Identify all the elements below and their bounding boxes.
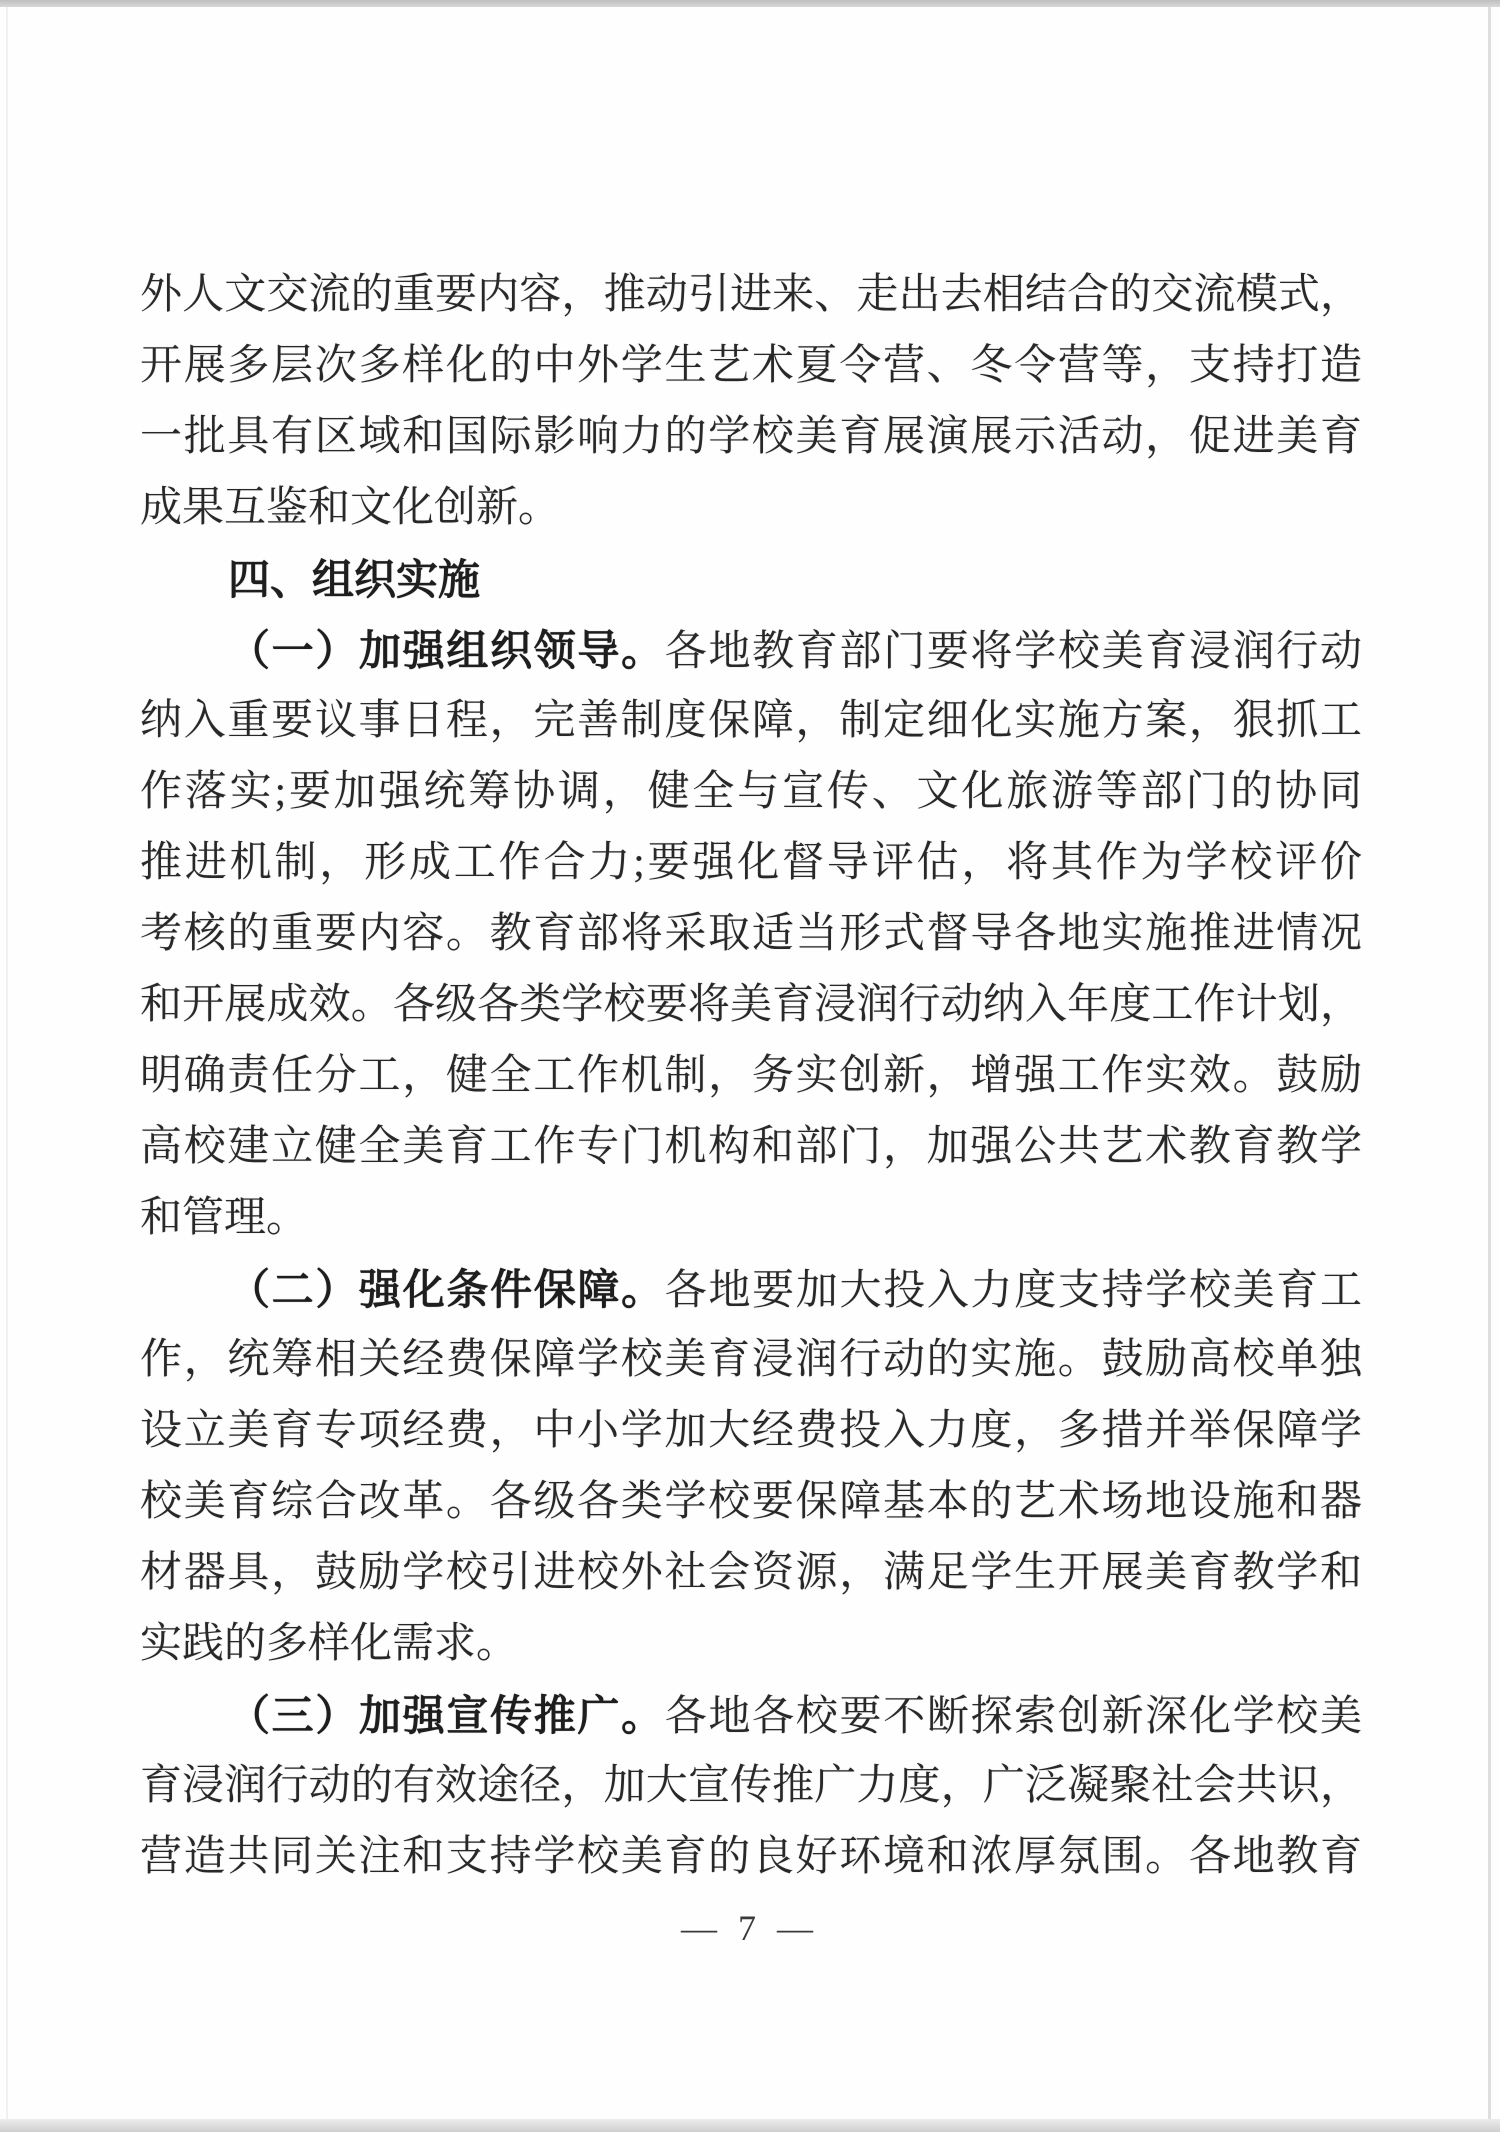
text-line: 一批具有区域和国际影响力的学校美育展演展示活动，促进美育: [140, 414, 1362, 460]
text-line: 和管理。: [140, 1195, 309, 1241]
text-line: 纳入重要议事日程，完善制度保障，制定细化实施方案，狠抓工: [140, 698, 1362, 744]
page-top-edge: [0, 0, 1500, 7]
paragraph-lead-rest: 各地要加大投入力度支持学校美育工: [664, 1268, 1362, 1314]
text-line: 校美育综合改革。各级各类学校要保障基本的艺术场地设施和器: [140, 1479, 1362, 1525]
page-number: — 7 —: [681, 1908, 819, 1948]
paragraph-first-line: [140, 615, 1362, 686]
text-line: 作落实;要加强统筹协调，健全与宣传、文化旅游等部门的协同: [140, 769, 1362, 815]
text-line: 外人文交流的重要内容，推动引进来、走出去相结合的交流模式，: [140, 272, 1362, 318]
paragraph-first-line: [140, 1680, 1362, 1751]
paragraph-lead: （三）加强宣传推广。: [228, 1692, 665, 1739]
section-heading: 四、组织实施: [228, 556, 481, 603]
text-line: 育浸润行动的有效途径，加大宣传推广力度，广泛凝聚社会共识，: [140, 1763, 1362, 1809]
text-line: 营造共同关注和支持学校美育的良好环境和浓厚氛围。各地教育: [140, 1834, 1362, 1880]
text-line: 推进机制，形成工作合力;要强化督导评估，将其作为学校评价: [140, 840, 1362, 886]
page-bottom-edge: [0, 2119, 1500, 2132]
text-line: 设立美育专项经费，中小学加大经费投入力度，多措并举保障学: [140, 1408, 1362, 1454]
paragraph-lead-rest: 各地各校要不断探索创新深化学校美: [664, 1694, 1362, 1740]
text-line: 成果互鉴和文化创新。: [140, 485, 561, 531]
text-line: 材器具，鼓励学校引进校外社会资源，满足学生开展美育教学和: [140, 1550, 1362, 1596]
page-right-edge: [1488, 7, 1491, 2119]
text-line: 考核的重要内容。教育部将采取适当形式督导各地实施推进情况: [140, 911, 1362, 957]
paragraph-lead: （一）加强组织领导。: [228, 627, 665, 674]
paragraph-lead: （二）强化条件保障。: [228, 1266, 665, 1313]
text-line: 明确责任分工，健全工作机制，务实创新，增强工作实效。鼓励: [140, 1053, 1362, 1099]
page-left-edge: [6, 7, 8, 2119]
paragraph-first-line: [140, 1254, 1362, 1325]
text-line: 开展多层次多样化的中外学生艺术夏令营、冬令营等，支持打造: [140, 343, 1362, 389]
text-line: 高校建立健全美育工作专门机构和部门，加强公共艺术教育教学: [140, 1124, 1362, 1170]
document-body: [140, 260, 1362, 1893]
text-line: 实践的多样化需求。: [140, 1621, 519, 1667]
text-line: 作，统筹相关经费保障学校美育浸润行动的实施。鼓励高校单独: [140, 1337, 1362, 1383]
text-line: 和开展成效。各级各类学校要将美育浸润行动纳入年度工作计划，: [140, 982, 1362, 1028]
paragraph-lead-rest: 各地教育部门要将学校美育浸润行动: [664, 629, 1362, 675]
